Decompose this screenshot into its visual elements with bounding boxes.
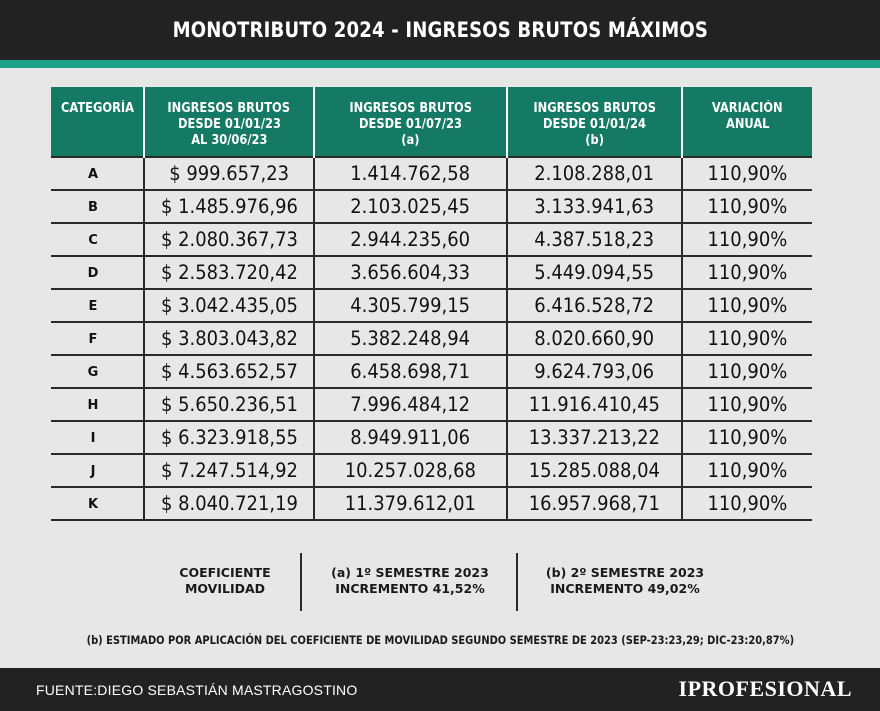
source-credit: FUENTE:DIEGO SEBASTIÁN MASTRAGOSTINO (36, 682, 358, 698)
column-header (682, 87, 812, 157)
column-header-line: DESDE 01/01/24 (543, 117, 646, 132)
cell-value: 110,90% (707, 459, 788, 482)
cell-value: 1.414.762,58 (350, 162, 471, 185)
cell-value: $ 6.323.918,55 (160, 426, 298, 449)
brand-logo: IPROFESIONAL (678, 676, 852, 701)
cell-value: 2.103.025,45 (350, 195, 471, 218)
column-header (507, 87, 682, 157)
note-b-line2: INCREMENTO 49,02% (550, 581, 700, 596)
table-row (51, 223, 812, 256)
page-title: MONOTRIBUTO 2024 - INGRESOS BRUTOS MÁXIMOS (172, 18, 708, 42)
income-h1-2023-cell (144, 256, 314, 289)
cell-value: 8.020.660,90 (534, 327, 655, 350)
column-header-line: VARIACIÓN (712, 101, 783, 116)
income-h2-2023-cell (314, 487, 507, 520)
column-header-line: INGRESOS BRUTOS (349, 101, 472, 116)
footer-bar (0, 668, 880, 711)
cell-value: 6.416.528,72 (534, 294, 655, 317)
cell-value: 5.449.094,55 (534, 261, 655, 284)
annual-variation-cell (682, 223, 812, 256)
income-2024-cell (507, 157, 682, 190)
income-h1-2023-cell (144, 487, 314, 520)
income-2024-cell (507, 421, 682, 454)
income-h2-2023-cell (314, 223, 507, 256)
cell-value: 110,90% (707, 327, 788, 350)
income-h1-2023-cell (144, 454, 314, 487)
cell-value: 4.387.518,23 (534, 228, 655, 251)
cell-value: 6.458.698,71 (350, 360, 471, 383)
cell-value: 10.257.028,68 (344, 459, 477, 482)
cell-value: 7.996.484,12 (350, 393, 471, 416)
table-row (51, 190, 812, 223)
income-h1-2023-cell (144, 388, 314, 421)
income-h1-2023-cell (144, 223, 314, 256)
note-a-line2: INCREMENTO 41,52% (335, 581, 485, 596)
cell-value: 5.382.248,94 (350, 327, 471, 350)
income-h2-2023-cell (314, 157, 507, 190)
cell-value: 110,90% (707, 195, 788, 218)
accent-stripe (0, 60, 880, 68)
cell-value: 3.656.604,33 (350, 261, 471, 284)
cell-value: $ 8.040.721,19 (160, 492, 298, 515)
income-2024-cell (507, 190, 682, 223)
cell-value: 110,90% (707, 492, 788, 515)
note-b (530, 565, 720, 597)
divider (300, 553, 302, 611)
income-h1-2023-cell (144, 421, 314, 454)
cell-value: 110,90% (707, 393, 788, 416)
table-row (51, 454, 812, 487)
cell-value: 9.624.793,06 (534, 360, 655, 383)
column-header-line: CATEGORÍA (60, 101, 134, 116)
income-h1-2023-cell (144, 190, 314, 223)
income-2024-cell (507, 289, 682, 322)
category-cell: E (51, 289, 144, 322)
cell-value: 110,90% (707, 228, 788, 251)
income-h1-2023-cell (144, 289, 314, 322)
annual-variation-cell (682, 388, 812, 421)
column-header (51, 87, 144, 157)
table-body (51, 157, 812, 520)
income-h2-2023-cell (314, 190, 507, 223)
cell-value: 3.133.941,63 (534, 195, 655, 218)
annual-variation-cell (682, 355, 812, 388)
cell-value: 11.916.410,45 (528, 393, 661, 416)
annual-variation-cell (682, 256, 812, 289)
category-cell: I (51, 421, 144, 454)
cell-value: 4.305.799,15 (350, 294, 471, 317)
cell-value: $ 3.803.043,82 (160, 327, 298, 350)
cell-value: $ 2.080.367,73 (160, 228, 298, 251)
income-2024-cell (507, 454, 682, 487)
annual-variation-cell (682, 289, 812, 322)
column-header (144, 87, 314, 157)
income-h2-2023-cell (314, 421, 507, 454)
cell-value: $ 2.583.720,42 (160, 261, 298, 284)
category-cell: G (51, 355, 144, 388)
cell-value: $ 999.657,23 (169, 162, 289, 185)
note-a-line1: (a) 1º SEMESTRE 2023 (331, 565, 489, 580)
income-2024-cell (507, 322, 682, 355)
annual-variation-cell (682, 421, 812, 454)
footnote (0, 633, 880, 647)
income-h2-2023-cell (314, 322, 507, 355)
coefficient-label-line2: MOVILIDAD (184, 581, 266, 596)
income-h2-2023-cell (314, 355, 507, 388)
cell-value: $ 5.650.236,51 (160, 393, 298, 416)
cell-value: $ 4.563.652,57 (160, 360, 298, 383)
category-cell: K (51, 487, 144, 520)
cell-value: $ 7.247.514,92 (160, 459, 298, 482)
column-header-line: ANUAL (725, 117, 770, 132)
annual-variation-cell (682, 157, 812, 190)
cell-value: 2.944.235,60 (350, 228, 471, 251)
table-row (51, 157, 812, 190)
category-cell: J (51, 454, 144, 487)
income-h2-2023-cell (314, 454, 507, 487)
cell-value: 110,90% (707, 261, 788, 284)
income-h2-2023-cell (314, 289, 507, 322)
income-h1-2023-cell (144, 322, 314, 355)
coefficient-notes (0, 553, 880, 613)
income-h1-2023-cell (144, 157, 314, 190)
category-cell: H (51, 388, 144, 421)
cell-value: 2.108.288,01 (534, 162, 655, 185)
category-cell: B (51, 190, 144, 223)
coefficient-label (175, 565, 275, 597)
table-row (51, 322, 812, 355)
cell-value: 110,90% (707, 360, 788, 383)
annual-variation-cell (682, 322, 812, 355)
cell-value: 8.949.911,06 (350, 426, 471, 449)
title-bar (0, 0, 880, 60)
cell-value: 15.285.088,04 (528, 459, 661, 482)
cell-value: $ 1.485.976,96 (160, 195, 298, 218)
table-row (51, 256, 812, 289)
cell-value: 16.957.968,71 (528, 492, 661, 515)
table-row (51, 487, 812, 520)
divider (516, 553, 518, 611)
coefficient-label-line1: COEFICIENTE (179, 565, 271, 580)
cell-value: 13.337.213,22 (528, 426, 661, 449)
note-a (315, 565, 505, 597)
table-row (51, 289, 812, 322)
annual-variation-cell (682, 190, 812, 223)
column-header-line: (b) (585, 133, 604, 148)
annual-variation-cell (682, 454, 812, 487)
category-cell: A (51, 157, 144, 190)
annual-variation-cell (682, 487, 812, 520)
column-header-line: DESDE 01/01/23 (177, 117, 281, 132)
header-row (51, 87, 812, 157)
income-2024-cell (507, 487, 682, 520)
category-cell: C (51, 223, 144, 256)
column-header-line: INGRESOS BRUTOS (167, 101, 291, 116)
income-2024-cell (507, 355, 682, 388)
income-h2-2023-cell (314, 388, 507, 421)
column-header (314, 87, 507, 157)
column-header-line: INGRESOS BRUTOS (533, 101, 656, 116)
table-row (51, 421, 812, 454)
cell-value: 11.379.612,01 (344, 492, 477, 515)
cell-value: 110,90% (707, 294, 788, 317)
cell-value: $ 3.042.435,05 (160, 294, 298, 317)
cell-value: 110,90% (707, 426, 788, 449)
income-2024-cell (507, 388, 682, 421)
column-header-line: (a) (401, 133, 420, 148)
income-h2-2023-cell (314, 256, 507, 289)
category-cell: D (51, 256, 144, 289)
income-2024-cell (507, 223, 682, 256)
income-2024-cell (507, 256, 682, 289)
table-row (51, 388, 812, 421)
income-table (51, 87, 812, 521)
table-row (51, 355, 812, 388)
column-header-line: AL 30/06/23 (190, 133, 268, 148)
category-cell: F (51, 322, 144, 355)
footnote-text: (b) ESTIMADO POR APLICACIÓN DEL COEFICIENTE DE MOVILIDAD SEGUNDO SEMESTRE DE 2023 (SEP-23:23,29; DIC-23:20,87%) (86, 633, 794, 647)
income-h1-2023-cell (144, 355, 314, 388)
column-header-line: DESDE 01/07/23 (359, 117, 462, 132)
cell-value: 110,90% (707, 162, 788, 185)
note-b-line1: (b) 2º SEMESTRE 2023 (545, 565, 705, 580)
